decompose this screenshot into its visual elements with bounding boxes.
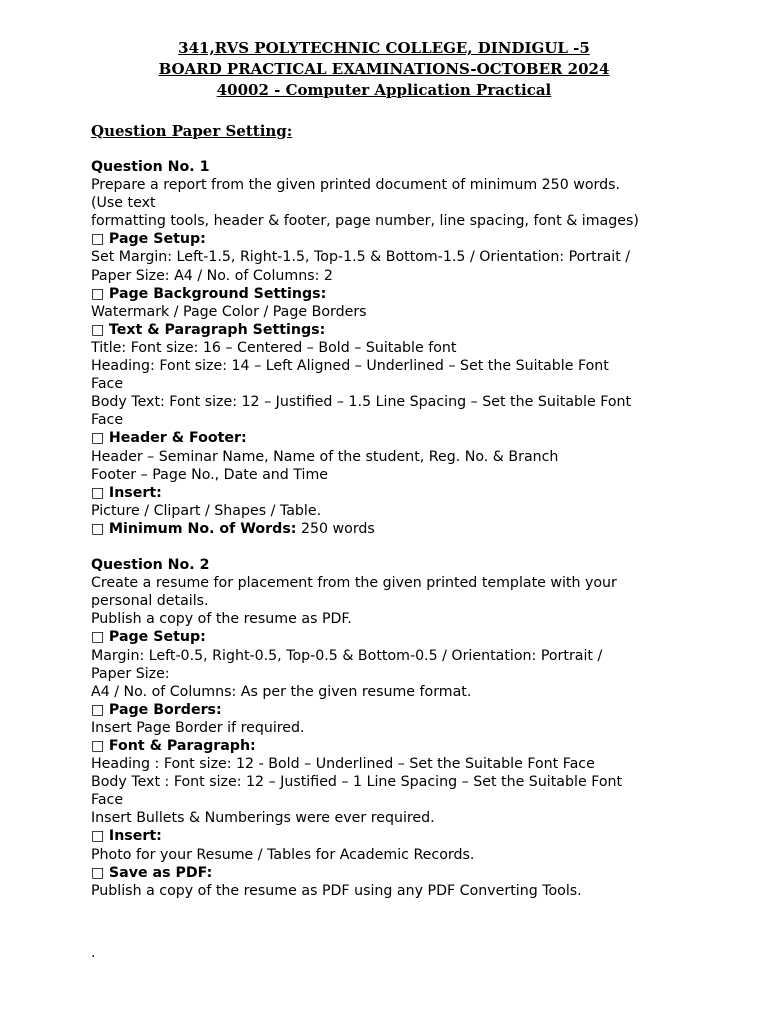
q1-text-line: Face xyxy=(91,376,124,393)
q1-words-line xyxy=(91,520,691,538)
heading-label: Page Setup: xyxy=(108,629,206,646)
q2-pdf-line: Publish a copy of the resume as PDF using any PDF Converting Tools. xyxy=(91,882,582,899)
q1-text-line: Body Text: Font size: 12 – Justified – 1.5 Line Spacing – Set the Suitable Font xyxy=(91,394,632,411)
checkbox-icon: □ xyxy=(91,231,105,248)
spacer xyxy=(91,538,691,556)
heading-label: Insert: xyxy=(108,484,162,501)
q2-intro-line: Create a resume for placement from the given printed template with your xyxy=(91,575,617,592)
q1-header-footer-line: Header – Seminar Name, Name of the student, Reg. No. & Branch xyxy=(91,448,559,465)
subject-heading: 40002 - Computer Application Practical xyxy=(216,81,552,99)
q1-text-heading xyxy=(91,321,691,339)
q2-pdf-heading xyxy=(91,864,691,882)
checkbox-icon: □ xyxy=(91,321,105,338)
q1-page-setup-line: Set Margin: Left-1.5, Right-1.5, Top-1.5 & Bottom-1.5 / Orientation: Portrait / xyxy=(91,249,631,266)
q2-font-heading xyxy=(91,737,691,755)
q2-page-setup-line: Paper Size: xyxy=(91,665,170,682)
heading-label: Page Setup: xyxy=(108,231,206,248)
q1-intro-line: formatting tools, header & footer, page number, line spacing, font & images) xyxy=(91,213,639,230)
q1-header-footer-heading xyxy=(91,429,691,447)
q2-insert-line: Photo for your Resume / Tables for Academic Records. xyxy=(91,846,475,863)
heading-label: Page Background Settings: xyxy=(108,285,327,302)
q2-intro-line: personal details. xyxy=(91,593,209,610)
checkbox-icon: □ xyxy=(91,864,105,881)
section-title: Question Paper Setting: xyxy=(91,122,293,140)
college-name-heading: 341,RVS POLYTECHNIC COLLEGE, DINDIGUL -5 xyxy=(178,39,590,57)
q1-intro-line: (Use text xyxy=(91,195,156,212)
checkbox-icon: □ xyxy=(91,738,105,754)
question-2-title: Question No. 2 xyxy=(91,557,210,574)
q2-font-line: Insert Bullets & Numberings were ever required. xyxy=(91,810,435,827)
checkbox-icon: □ xyxy=(91,520,105,537)
q2-font-line: Face xyxy=(91,792,124,809)
q2-insert-heading xyxy=(91,827,691,845)
q1-background-line: Watermark / Page Color / Page Borders xyxy=(91,303,367,320)
q1-background-heading xyxy=(91,285,691,303)
q2-intro-line: Publish a copy of the resume as PDF. xyxy=(91,611,352,628)
q1-text-line: Heading: Font size: 14 – Left Aligned – Underlined – Set the Suitable Font xyxy=(91,358,609,375)
q1-intro-line: Prepare a report from the given printed document of minimum 250 words. xyxy=(91,177,621,194)
q1-page-setup-heading xyxy=(91,230,691,248)
heading-label: Save as PDF: xyxy=(108,864,213,881)
q2-page-setup-heading xyxy=(91,628,691,646)
heading-label: Font & Paragraph: xyxy=(108,738,256,754)
heading-label: Insert: xyxy=(108,828,162,845)
exam-title-heading: BOARD PRACTICAL EXAMINATIONS-OCTOBER 2024 xyxy=(158,60,610,78)
checkbox-icon: □ xyxy=(91,430,105,447)
checkbox-icon: □ xyxy=(91,828,105,845)
q2-page-setup-line: Margin: Left-0.5, Right-0.5, Top-0.5 & Bottom-0.5 / Orientation: Portrait / xyxy=(91,647,603,664)
checkbox-icon: □ xyxy=(91,629,105,646)
question-1-title: Question No. 1 xyxy=(91,159,210,175)
q1-text-line: Title: Font size: 16 – Centered – Bold – Suitable font xyxy=(91,339,457,356)
checkbox-icon: □ xyxy=(91,701,105,718)
q1-insert-heading xyxy=(91,484,691,502)
heading-label: Page Borders: xyxy=(108,701,222,718)
trailing-mark: . xyxy=(91,945,96,961)
checkbox-icon: □ xyxy=(91,484,105,501)
q1-page-setup-line: Paper Size: A4 / No. of Columns: 2 xyxy=(91,267,333,284)
q2-font-line: Body Text : Font size: 12 – Justified – 1 Line Spacing – Set the Suitable Font xyxy=(91,774,623,791)
heading-label: Text & Paragraph Settings: xyxy=(108,321,326,338)
words-value: 250 words xyxy=(296,520,375,537)
heading-label: Header & Footer: xyxy=(108,430,247,447)
question-body xyxy=(91,158,691,900)
q1-header-footer-line: Footer – Page No., Date and Time xyxy=(91,466,329,483)
q2-font-line: Heading : Font size: 12 - Bold – Underlined – Set the Suitable Font Face xyxy=(91,756,595,773)
q2-borders-line: Insert Page Border if required. xyxy=(91,719,305,736)
q1-text-line: Face xyxy=(91,412,124,429)
q2-borders-heading xyxy=(91,701,691,719)
q2-page-setup-line: A4 / No. of Columns: As per the given resume format. xyxy=(91,683,472,700)
checkbox-icon: □ xyxy=(91,285,105,302)
heading-label: Minimum No. of Words: xyxy=(108,520,297,537)
q1-insert-line: Picture / Clipart / Shapes / Table. xyxy=(91,502,322,519)
